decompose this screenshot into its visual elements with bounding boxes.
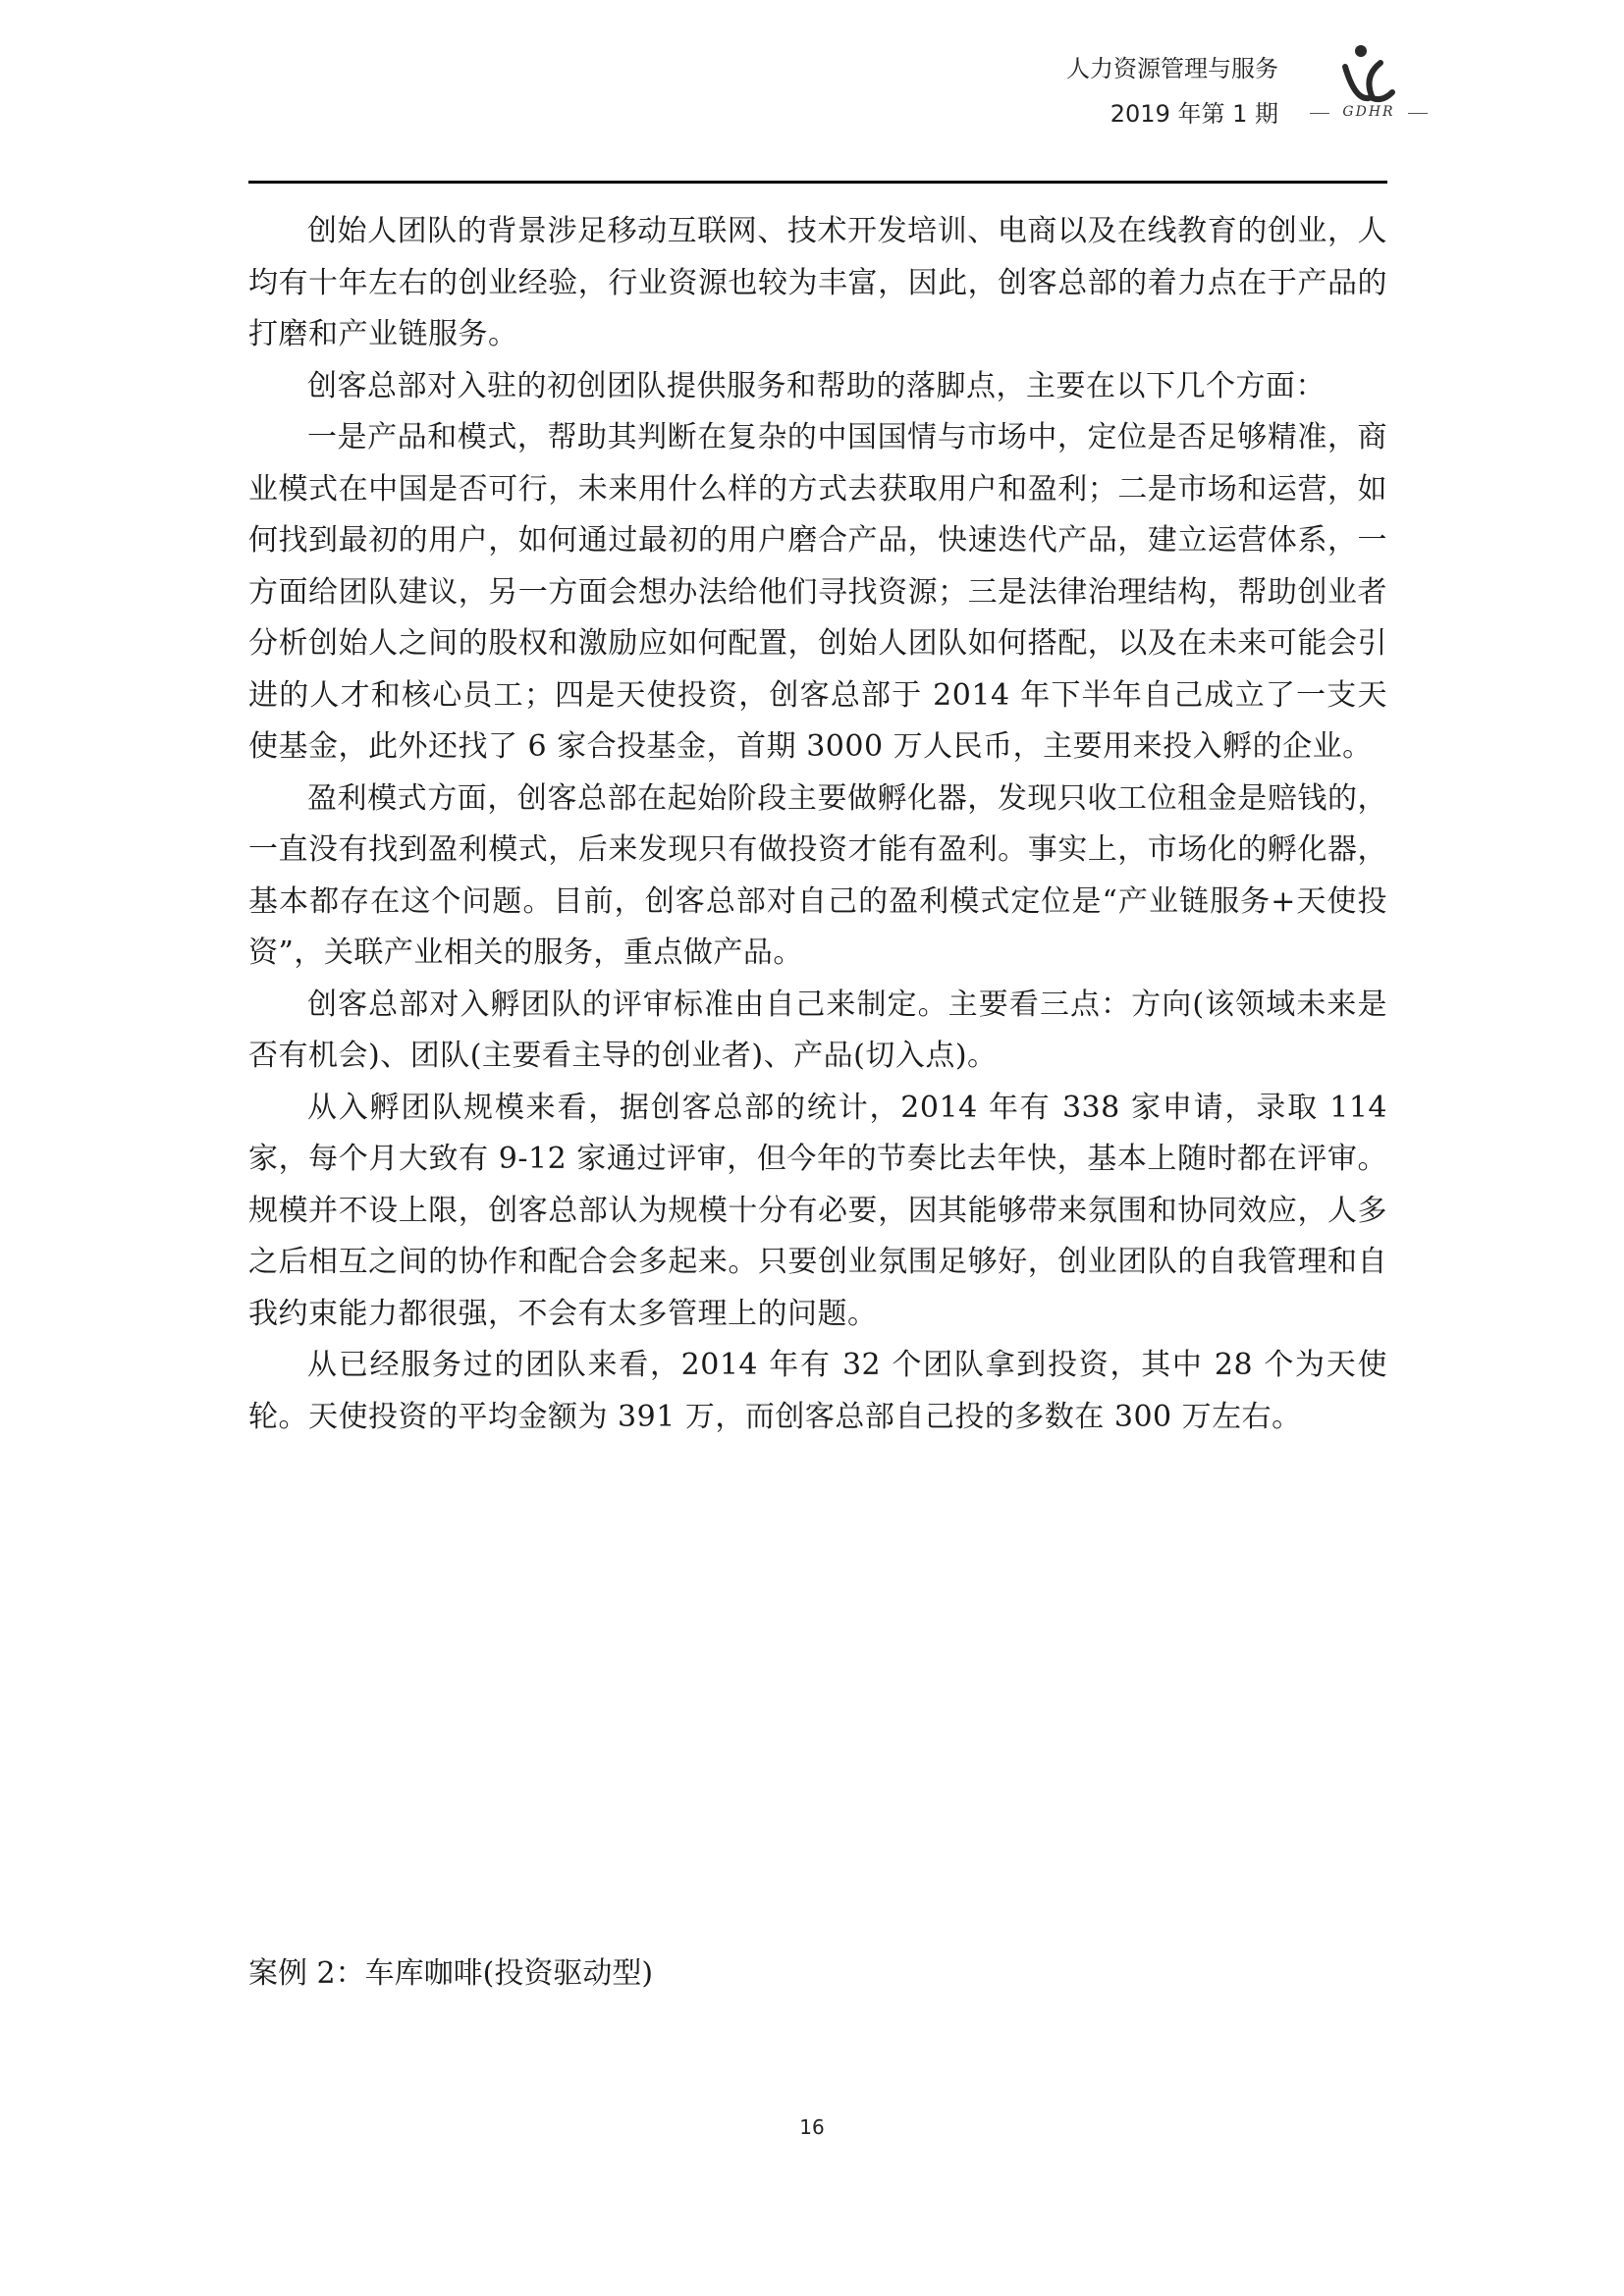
article-body [248, 206, 1387, 1443]
paragraph-profit-model: 盈利模式方面，创客总部在起始阶段主要做孵化器，发现只收工位租金是赔钱的，一直没有找到盈利模式，后来发现只有做投资才能有盈利。事实上，市场化的孵化器，基本都存在这个问题。目前，创客总部对自己的盈利模式定位是“产业链服务+天使投资”，关联产业相关的服务，重点做产品。 [248, 780, 1387, 970]
logo-figure-icon [1310, 39, 1428, 108]
paragraph-team-scale: 从入孵团队规模来看，据创客总部的统计，2014 年有 338 家申请，录取 114 家，每个月大致有 9-12 家通过评审，但今年的节奏比去年快，基本上随时都在评审。规模并不设上限，创客总部认为规模十分有必要，因其能够带来氛围和协同效应，人多之后相互之间的协作和配合会多起来。只要创业氛围足够好，创业团队的自我管理和自我约束能力都很强，不会有太多管理上的问题。 [248, 1090, 1387, 1331]
case-heading: 案例 2：车库咖啡(投资驱动型) [248, 1956, 654, 1991]
paragraph-review-criteria: 创客总部对入孵团队的评审标准由自己来制定。主要看三点：方向(该领域未来是否有机会)、团队(主要看主导的创业者)、产品(切入点)。 [248, 987, 1387, 1073]
page-header [0, 0, 1624, 182]
journal-name: 人力资源管理与服务 [1066, 55, 1278, 82]
paragraph-investment-results: 从已经服务过的团队来看，2014 年有 32 个团队拿到投资，其中 28 个为天使轮。天使投资的平均金额为 391 万，而创客总部自己投的多数在 300 万左右。 [248, 1348, 1387, 1434]
header-divider [248, 181, 1387, 184]
paragraph-focus-areas: 创客总部对入驻的初创团队提供服务和帮助的落脚点，主要在以下几个方面： [307, 368, 1326, 403]
logo-text: GDHR [1342, 104, 1395, 120]
issue-label: 2019 年第 1 期 [1110, 100, 1278, 128]
paragraph-four-aspects: 一是产品和模式，帮助其判断在复杂的中国国情与市场中，定位是否足够精准，商业模式在中国是否可行，未来用什么样的方式去获取用户和盈利；二是市场和运营，如何找到最初的用户，如何通过最初的用户磨合产品，快速迭代产品，建立运营体系，一方面给团队建议，另一方面会想办法给他们寻找资源；三是法律治理结构，帮助创业者分析创始人之间的股权和激励应如何配置，创始人团队如何搭配，以及在未来可能会引进的人才和核心员工；四是天使投资，创客总部于 2014 年下半年自己成立了一支天使基金，此外还找了 6 家合投基金，首期 3000 万人民币，主要用来投入孵的企业。 [248, 420, 1387, 764]
gdhr-logo [1310, 39, 1428, 128]
paragraph-founders: 创始人团队的背景涉足移动互联网、技术开发培训、电商以及在线教育的创业，人均有十年左右的创业经验，行业资源也较为丰富，因此，创客总部的着力点在于产品的打磨和产业链服务。 [248, 214, 1387, 351]
logo-line-right [1408, 113, 1428, 114]
page-number: 16 [799, 2115, 825, 2139]
